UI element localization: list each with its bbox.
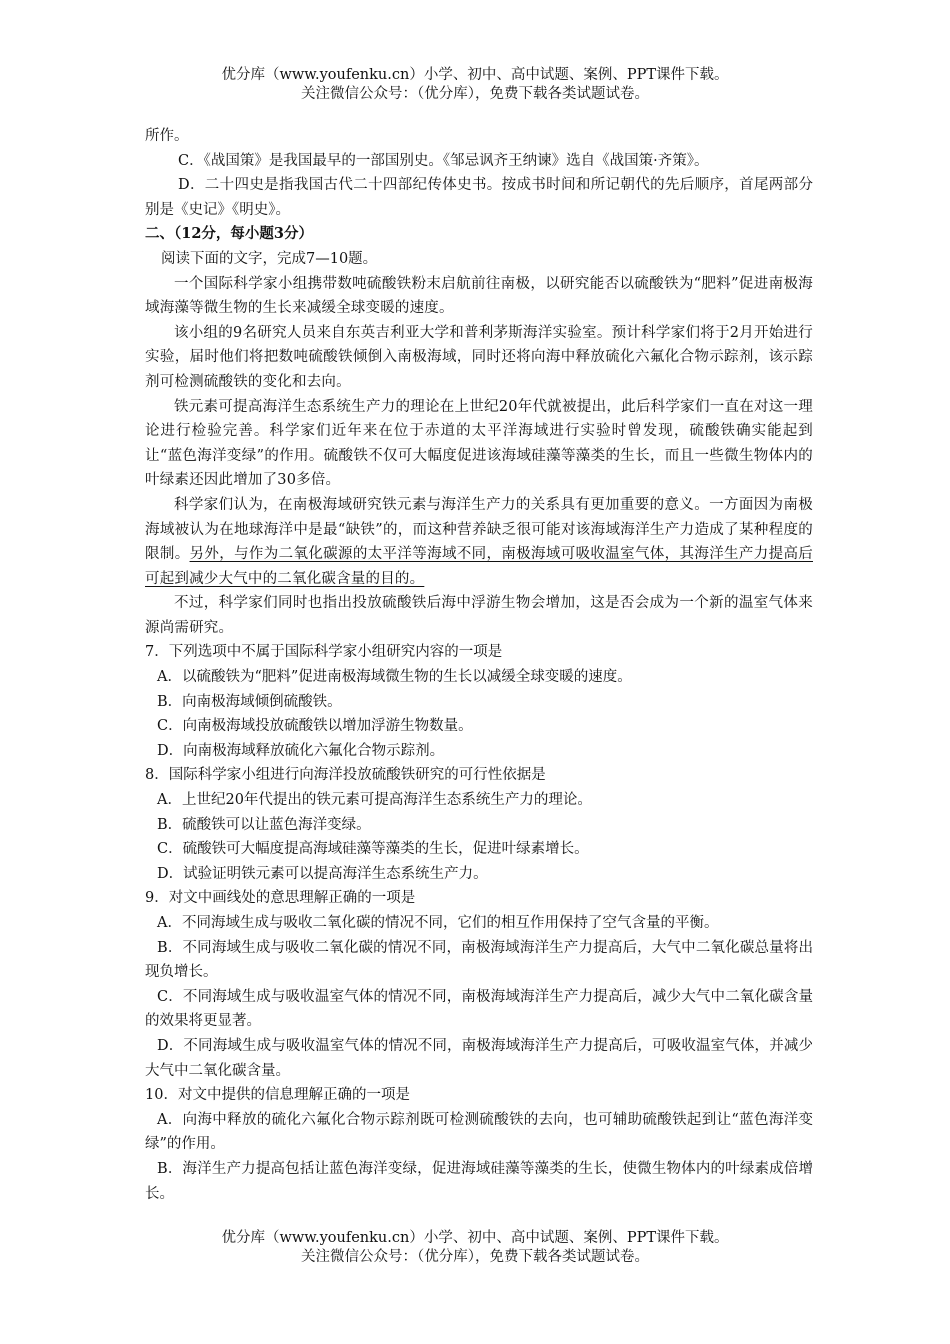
question-10-stem: 10．对文中提供的信息理解正确的一项是 [145, 1087, 410, 1104]
passage-paragraph-3: 铁元素可提高海洋生态系统生产力的理论在上世纪20年代就被提出，此后科学家们一直在对这一理论进行检验完善。科学家们近年来在位于赤道的太平洋海域进行实验时曾发现，硫酸铁确实能起到让“蓝色海洋变绿”的作用。硫酸铁不仅可大幅度促进该海域硅藻等藻类的生长，而且一些微生物体内的叶绿素还因此增加了30多倍。 [145, 398, 813, 489]
question-9-option-a: A．不同海域生成与吸收二氧化碳的情况不同，它们的相互作用保持了空气含量的平衡。 [157, 915, 719, 931]
question-7-option-b: B．向南极海域倾倒硫酸铁。 [157, 693, 342, 710]
question-8-option-d: D．试验证明铁元素可以提高海洋生态系统生产力。 [157, 865, 488, 882]
question-7 [145, 640, 813, 763]
question-9-option-c: C．不同海域生成与吸收温室气体的情况不同，南极海域海洋生产力提高后，减少大气中二氧化碳含量的效果将更显著。 [145, 988, 813, 1030]
previous-answer-tail: 所作。 [145, 128, 189, 144]
question-7-option-c: C．向南极海域投放硫酸铁以增加浮游生物数量。 [157, 718, 473, 735]
footer-line-2: 关注微信公众号：（优分库），免费下载各类试题试卷。 [301, 1249, 649, 1265]
page-header [0, 66, 950, 104]
question-9-option-d: D．不同海域生成与吸收温室气体的情况不同，南极海域海洋生产力提高后，可吸收温室气体，并减少大气中二氧化碳含量。 [145, 1037, 813, 1079]
passage-paragraph-5: 不过，科学家们同时也指出投放硫酸铁后海中浮游生物会增加，这是否会成为一个新的温室气体来源尚需研究。 [145, 595, 813, 636]
question-9-option-b: B．不同海域生成与吸收二氧化碳的情况不同，南极海域海洋生产力提高后，大气中二氧化碳总量将出现负增长。 [145, 939, 813, 981]
question-9-stem: 9．对文中画线处的意思理解正确的一项是 [145, 890, 416, 907]
page-footer [0, 1229, 950, 1267]
previous-option-c: C．《战国策》是我国最早的一部国别史。《邹忌讽齐王纳谏》选自《战国策·齐策》。 [178, 152, 709, 169]
question-8-option-a: A．上世纪20年代提出的铁元素可提高海洋生态系统生产力的理论。 [157, 792, 592, 809]
passage-paragraph-4-text: 科学家们认为，在南极海域研究铁元素与海洋生产力的关系具有更加重要的意义。一方面因为南极海域被认为在地球海洋中是最“缺铁”的，而这种营养缺乏很可能对该海域海洋生产力造成了某种程度的限制。 [145, 496, 813, 563]
question-10-option-b: B．海洋生产力提高包括让蓝色海洋变绿，促进海域硅藻等藻类的生长，使微生物体内的叶绿素成倍增长。 [145, 1160, 813, 1202]
question-10 [145, 1083, 813, 1206]
passage-paragraph-1: 一个国际科学家小组携带数吨硫酸铁粉末启航前往南极，以研究能否以硫酸铁为“肥料”促进南极海域海藻等微生物的生长来减缓全球变暖的速度。 [145, 275, 813, 317]
question-8-stem: 8．国际科学家小组进行向海洋投放硫酸铁研究的可行性依据是 [145, 767, 546, 784]
footer-line-1: 优分库（www.youfenku.cn）小学、初中、高中试题、案例、PPT课件下载。 [221, 1230, 729, 1246]
header-line-1: 优分库（www.youfenku.cn）小学、初中、高中试题、案例、PPT课件下载。 [221, 67, 729, 83]
previous-option-d: D．二十四史是指我国古代二十四部纪传体史书。按成书时间和所记朝代的先后顺序，首尾两部分别是《史记》《明史》。 [145, 177, 813, 218]
question-7-stem: 7．下列选项中不属于国际科学家小组研究内容的一项是 [145, 644, 503, 661]
question-8-option-b: B．硫酸铁可以让蓝色海洋变绿。 [157, 816, 371, 833]
question-8-option-c: C．硫酸铁可大幅度提高海域硅藻等藻类的生长，促进叶绿素增长。 [157, 841, 589, 858]
question-7-option-a: A．以硫酸铁为“肥料”促进南极海域微生物的生长以减缓全球变暖的速度。 [157, 669, 632, 686]
question-10-option-a: A．向海中释放的硫化六氟化合物示踪剂既可检测硫酸铁的去向，也可辅助硫酸铁起到让“蓝色海洋变绿”的作用。 [145, 1111, 813, 1153]
section-instruction: 阅读下面的文字，完成7—10题。 [161, 250, 378, 267]
underlined-sentence: 另外，与作为二氧化碳源的太平洋等海域不同，南极海域可吸收温室气体，其海洋生产力提高后可起到减少大气中的二氧化碳含量的目的。 [145, 546, 813, 587]
reading-passage [145, 272, 813, 641]
question-9 [145, 886, 813, 1083]
question-8 [145, 763, 813, 886]
passage-paragraph-4 [145, 493, 813, 591]
header-line-2: 关注微信公众号：（优分库），免费下载各类试题试卷。 [301, 86, 649, 102]
passage-paragraph-2: 该小组的9名研究人员来自东英吉利亚大学和普利茅斯海洋实验室。预计科学家们将于2月开始进行实验，届时他们将把数吨硫酸铁倾倒入南极海域，同时还将向海中释放硫化六氟化合物示踪剂，该示踪剂可检测硫酸铁的变化和去向。 [145, 324, 813, 390]
question-7-option-d: D．向南极海域释放硫化六氟化合物示踪剂。 [157, 742, 445, 759]
section-title: 二、（12分，每小题3分） [145, 225, 314, 243]
document-body [145, 124, 813, 1206]
